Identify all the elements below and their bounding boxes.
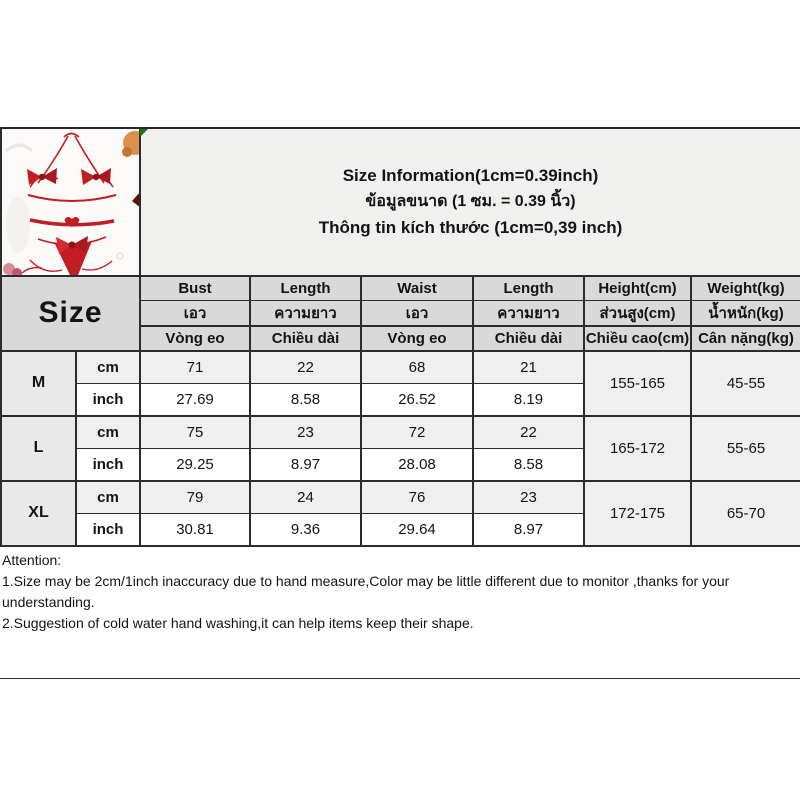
attention-note-2: 2.Suggestion of cold water hand washing,it can help items keep their shape. — [2, 614, 474, 631]
cell-m-height: 155-165 — [584, 351, 691, 416]
product-photo-cell — [1, 128, 140, 276]
cell-m-length2-cm: 21 — [473, 351, 584, 384]
cell-l-weight: 55-65 — [691, 416, 800, 481]
cell-l-length2-inch: 8.58 — [473, 448, 584, 481]
attention-note-1: 1.Size may be 2cm/1inch inaccuracy due to hand measure,Color may be little different due to monitor ,thanks for your understanding. — [2, 572, 730, 610]
cell-l-bust-inch: 29.25 — [140, 448, 250, 481]
col-header-height-vi: Chiều cao(cm) — [584, 326, 691, 351]
product-photo — [2, 129, 140, 275]
col-header-height-en: Height(cm) — [584, 276, 691, 300]
cell-l-height: 165-172 — [584, 416, 691, 481]
row-m-cm — [1, 351, 800, 384]
unit-inch: inch — [76, 383, 140, 416]
unit-inch: inch — [76, 448, 140, 481]
col-header-length2-vi: Chiều dài — [473, 326, 584, 351]
col-header-length2-en: Length — [473, 276, 584, 300]
attention-section — [0, 547, 800, 634]
col-header-waist-th: เอว — [361, 300, 473, 326]
col-header-bust-en: Bust — [140, 276, 250, 300]
cell-xl-height: 172-175 — [584, 481, 691, 546]
row-l-cm — [1, 416, 800, 449]
size-info-title-block — [140, 128, 800, 276]
bottom-divider — [0, 678, 800, 679]
cell-xl-weight: 65-70 — [691, 481, 800, 546]
size-chart-sheet — [0, 127, 800, 679]
size-header: Size — [1, 276, 140, 351]
col-header-length1-en: Length — [250, 276, 361, 300]
unit-cm: cm — [76, 481, 140, 514]
cell-l-waist-inch: 28.08 — [361, 448, 473, 481]
size-label-xl: XL — [1, 481, 76, 546]
col-header-length1-vi: Chiều dài — [250, 326, 361, 351]
cell-l-length2-cm: 22 — [473, 416, 584, 449]
cell-m-weight: 45-55 — [691, 351, 800, 416]
col-header-weight-vi: Cân nặng(kg) — [691, 326, 800, 351]
cell-xl-waist-inch: 29.64 — [361, 513, 473, 546]
backdrop-shadow — [6, 197, 30, 253]
cell-m-bust-inch: 27.69 — [140, 383, 250, 416]
cell-l-length1-inch: 8.97 — [250, 448, 361, 481]
col-header-weight-en: Weight(kg) — [691, 276, 800, 300]
size-chart-table — [0, 127, 800, 547]
cell-xl-length1-inch: 9.36 — [250, 513, 361, 546]
cell-xl-bust-inch: 30.81 — [140, 513, 250, 546]
cell-xl-waist-cm: 76 — [361, 481, 473, 514]
col-header-length2-th: ความยาว — [473, 300, 584, 326]
col-header-waist-en: Waist — [361, 276, 473, 300]
cell-l-length1-cm: 23 — [250, 416, 361, 449]
col-header-height-th: ส่วนสูง(cm) — [584, 300, 691, 326]
size-label-m: M — [1, 351, 76, 416]
attention-heading: Attention: — [2, 551, 62, 568]
cell-m-bust-cm: 71 — [140, 351, 250, 384]
size-label-l: L — [1, 416, 76, 481]
cell-xl-length2-inch: 8.97 — [473, 513, 584, 546]
title-vietnamese: Thông tin kích thước (1cm=0,39 inch) — [318, 218, 623, 237]
cell-l-waist-cm: 72 — [361, 416, 473, 449]
header-row-english — [1, 276, 800, 300]
unit-cm: cm — [76, 351, 140, 384]
cell-m-length1-inch: 8.58 — [250, 383, 361, 416]
green-corner-marker — [140, 129, 148, 137]
col-header-weight-th: น้ำหนัก(kg) — [691, 300, 800, 326]
title-english: Size Information(1cm=0.39inch) — [342, 166, 599, 185]
flower-prop-icon — [122, 147, 132, 157]
unit-cm: cm — [76, 416, 140, 449]
col-header-bust-th: เอว — [140, 300, 250, 326]
col-header-bust-vi: Vòng eo — [140, 326, 250, 351]
cell-xl-length1-cm: 24 — [250, 481, 361, 514]
title-thai: ข้อมูลขนาด (1 ซม. = 0.39 นิ้ว) — [365, 193, 576, 210]
cell-m-waist-inch: 26.52 — [361, 383, 473, 416]
title-row — [1, 128, 800, 276]
cell-m-length1-cm: 22 — [250, 351, 361, 384]
unit-inch: inch — [76, 513, 140, 546]
cell-l-bust-cm: 75 — [140, 416, 250, 449]
cell-m-waist-cm: 68 — [361, 351, 473, 384]
cell-m-length2-inch: 8.19 — [473, 383, 584, 416]
cell-xl-bust-cm: 79 — [140, 481, 250, 514]
cell-xl-length2-cm: 23 — [473, 481, 584, 514]
col-header-waist-vi: Vòng eo — [361, 326, 473, 351]
col-header-length1-th: ความยาว — [250, 300, 361, 326]
row-xl-cm — [1, 481, 800, 514]
